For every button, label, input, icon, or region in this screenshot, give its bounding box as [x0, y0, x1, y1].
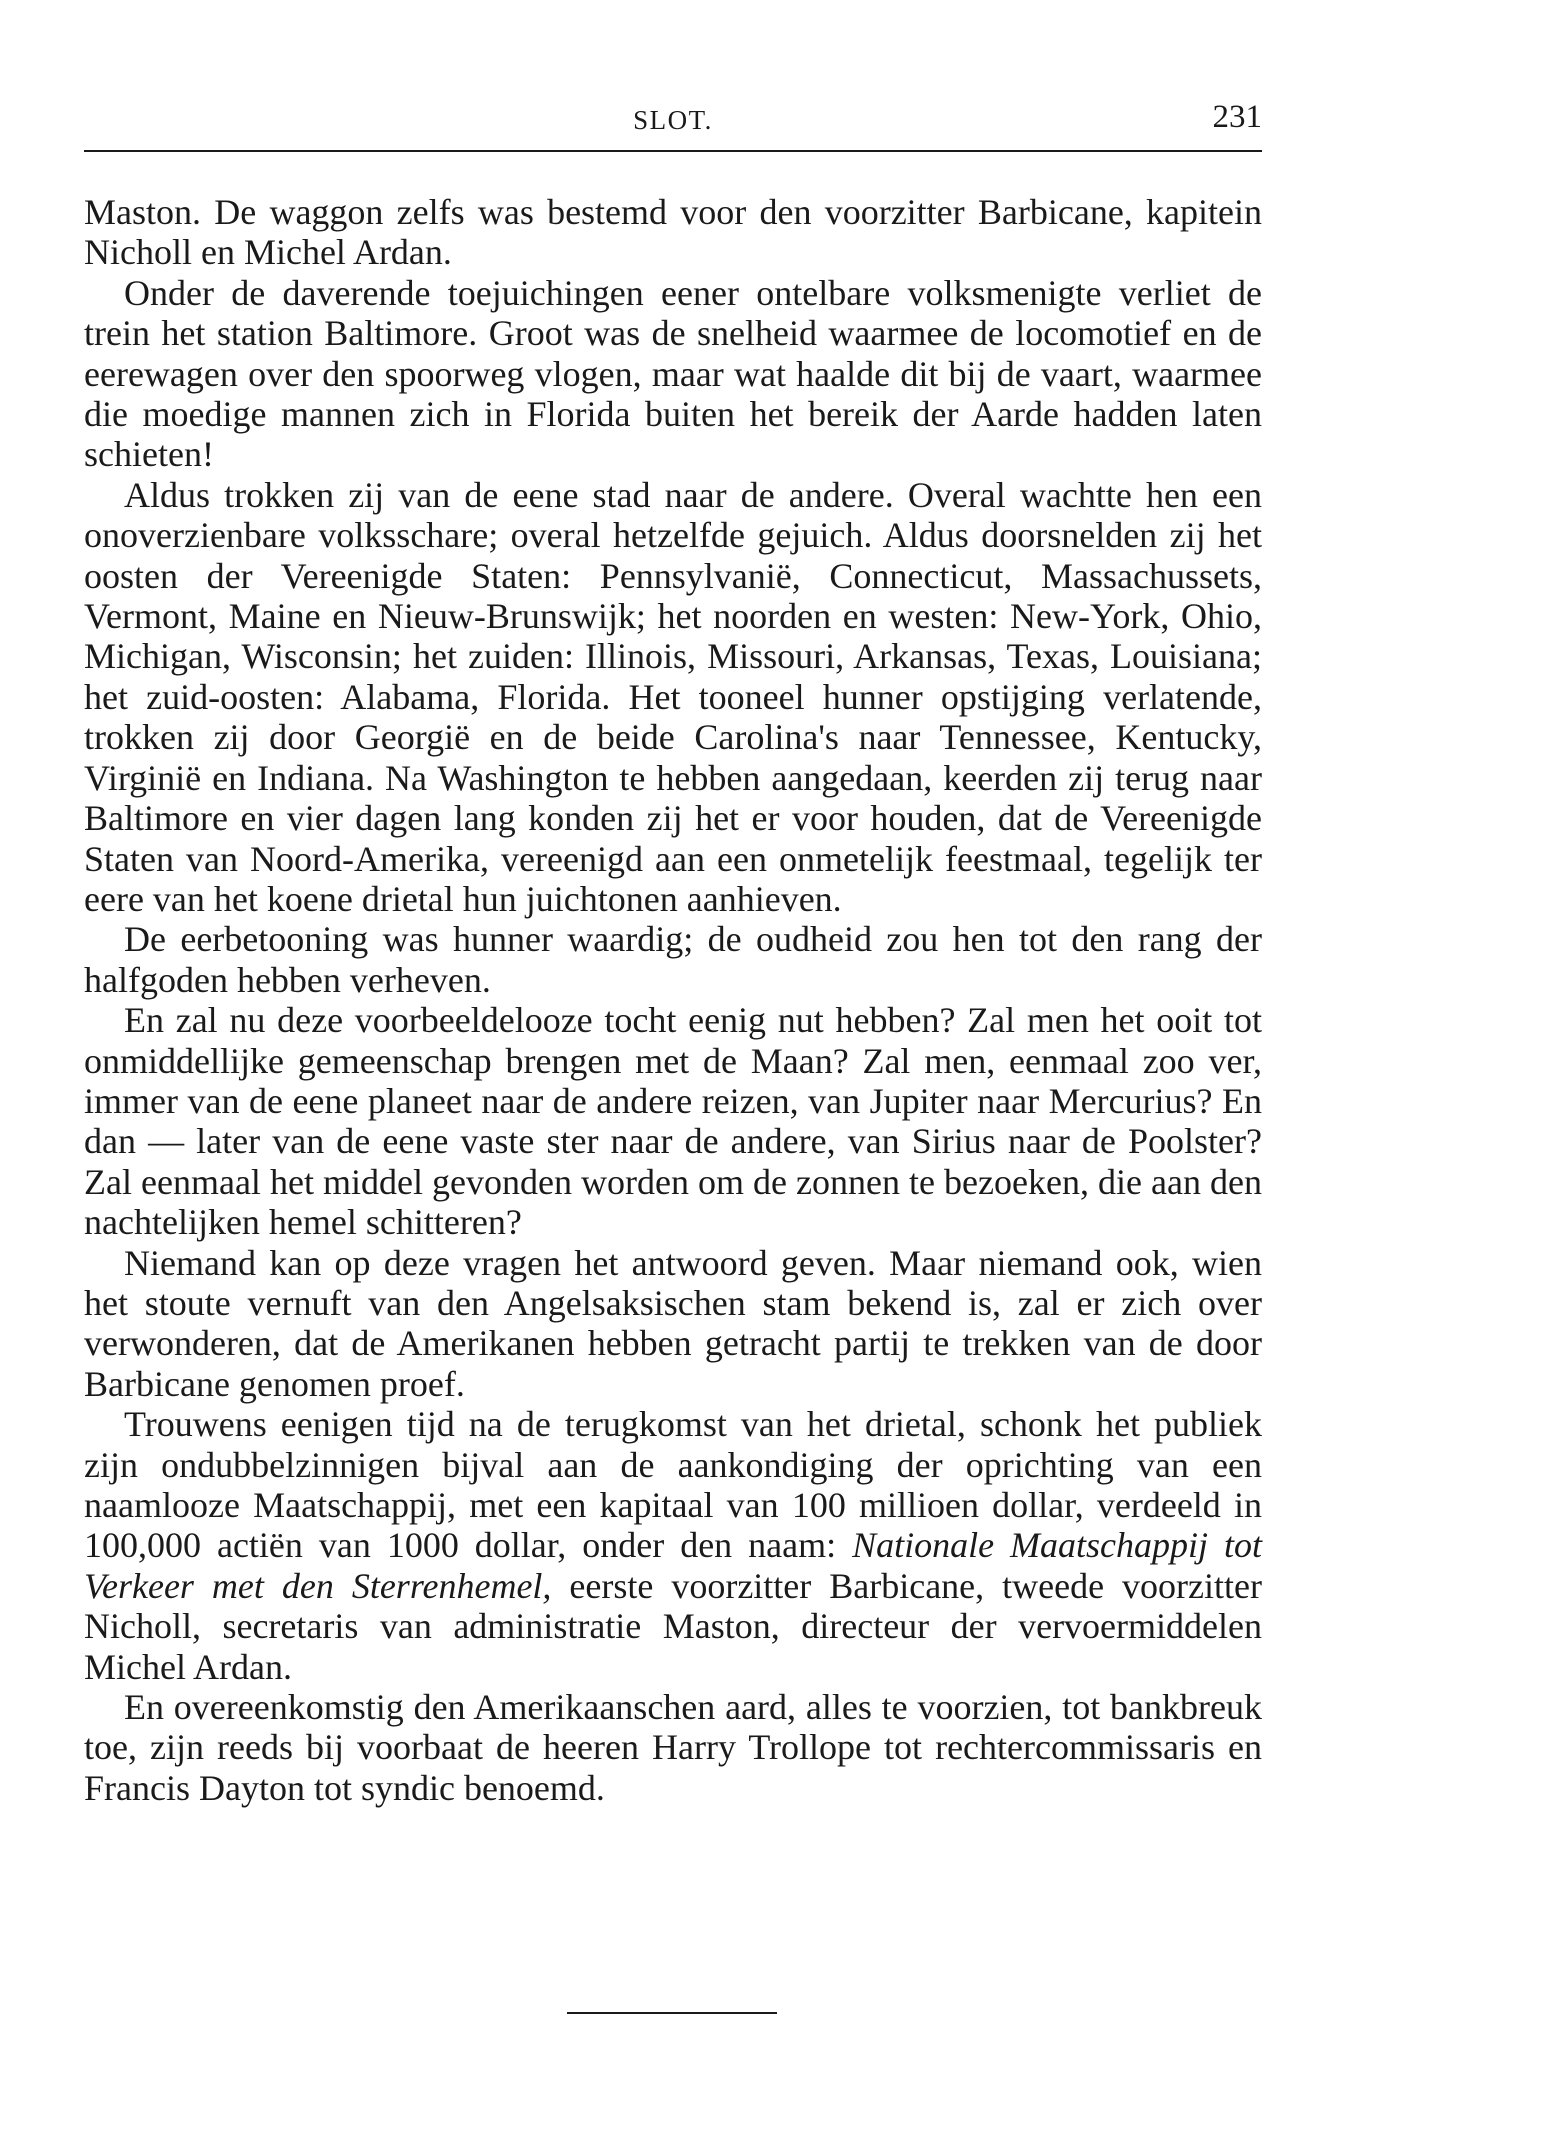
paragraph-nobody-knows: Niemand kan op deze vragen het antwoord geven. Maar niemand ook, wien het stoute vernuft van den Angelsaksischen stam bekend is, zal er zich over verwonderen, dat de Amerikanen hebben getracht partij te trekken van de door Barbicane genomen proef.: [84, 1242, 1262, 1404]
paragraph-company: [84, 1404, 1262, 1687]
paragraph-bankruptcy: En overeenkomstig den Amerikaanschen aard, alles te voorzien, tot bankbreuk toe, zijn reeds bij voorbaat de heeren Harry Trollope tot rechtercommissaris en Francis Dayton tot syndic benoemd.: [84, 1687, 1262, 1808]
chapter-title: SLOT.: [633, 105, 713, 135]
body-text: [84, 192, 1262, 1808]
company-name: Nationale Maatschappij tot Verkeer met den Sterrenhemel,: [84, 1525, 1263, 1606]
paragraph-tour: Aldus trokken zij van de eene stad naar de andere. Overal wachtte hen een onoverzienbare volksschare; overal hetzelfde gejuich. Aldus doorsnelden zij het oosten der Vereenigde Staten: Pennsylvanië, Connecticut, Massachussets, Vermont, Maine en Nieuw-Brunswijk; het noorden en westen: New-York, Ohio, Michigan, Wisconsin; het zuiden: Illinois, Missouri, Arkansas, Texas, Louisiana; het zuid-oosten: Alabama, Florida. Het tooneel hunner opstijging verlatende, trokken zij door Georgië en de beide Carolina's naar Tennessee, Kentucky, Virginië en Indiana. Na Washington te hebben aangedaan, keerden zij terug naar Baltimore en vier dagen lang konden zij het er voor houden, dat de Vereenigde Staten van Noord-Amerika, vereenigd aan een onmetelijk feestmaal, tegelijk ter eere van het koene drietal hun juichtonen aanhieven.: [84, 474, 1262, 919]
paragraph-departure: Onder de daverende toejuichingen eener ontelbare volksmenigte verliet de trein het station Baltimore. Groot was de snelheid waarmee de locomotief en de eerewagen over den spoorweg vlogen, maar wat haalde dit bij de vaart, waarmee die moedige mannen zich in Florida buiten het bereik der Aarde hadden laten schieten!: [84, 272, 1262, 475]
header-rule: [84, 150, 1262, 152]
paragraph-continued: Maston. De waggon zelfs was bestemd voor den voorzitter Barbicane, kapitein Nicholl en Michel Ardan.: [84, 192, 1262, 273]
paragraph-honour: De eerbetooning was hunner waardig; de oudheid zou hen tot den rang der halfgoden hebben verheven.: [84, 919, 1262, 1000]
end-rule: [567, 2012, 777, 2014]
running-head: [84, 95, 1262, 145]
page-number: 231: [1212, 99, 1262, 135]
company-text-after: eerste voorzitter Barbicane, tweede voorzitter Nicholl, secretaris van administratie Maston, directeur der vervoermiddelen Michel Ardan.: [84, 1565, 1262, 1687]
company-text-before: Trouwens eenigen tijd na de terugkomst van het drietal, schonk het publiek zijn ondubbelzinnigen bijval aan de aankondiging der oprichting van een naamlooze Maatschappij, met een kapitaal van 100 millioen dollar, verdeeld in 100,000 actiën van 1000 dollar, onder den naam:: [84, 1404, 1262, 1566]
paragraph-questions: En zal nu deze voorbeeldelooze tocht eenig nut hebben? Zal men het ooit tot onmiddellijke gemeenschap brengen met de Maan? Zal men, eenmaal zoo ver, immer van de eene planeet naar de andere reizen, van Jupiter naar Mercurius? En dan — later van de eene vaste ster naar de andere, van Sirius naar de Poolster? Zal eenmaal het middel gevonden worden om de zonnen te bezoeken, die aan den nachtelijken hemel schitteren?: [84, 1000, 1262, 1243]
